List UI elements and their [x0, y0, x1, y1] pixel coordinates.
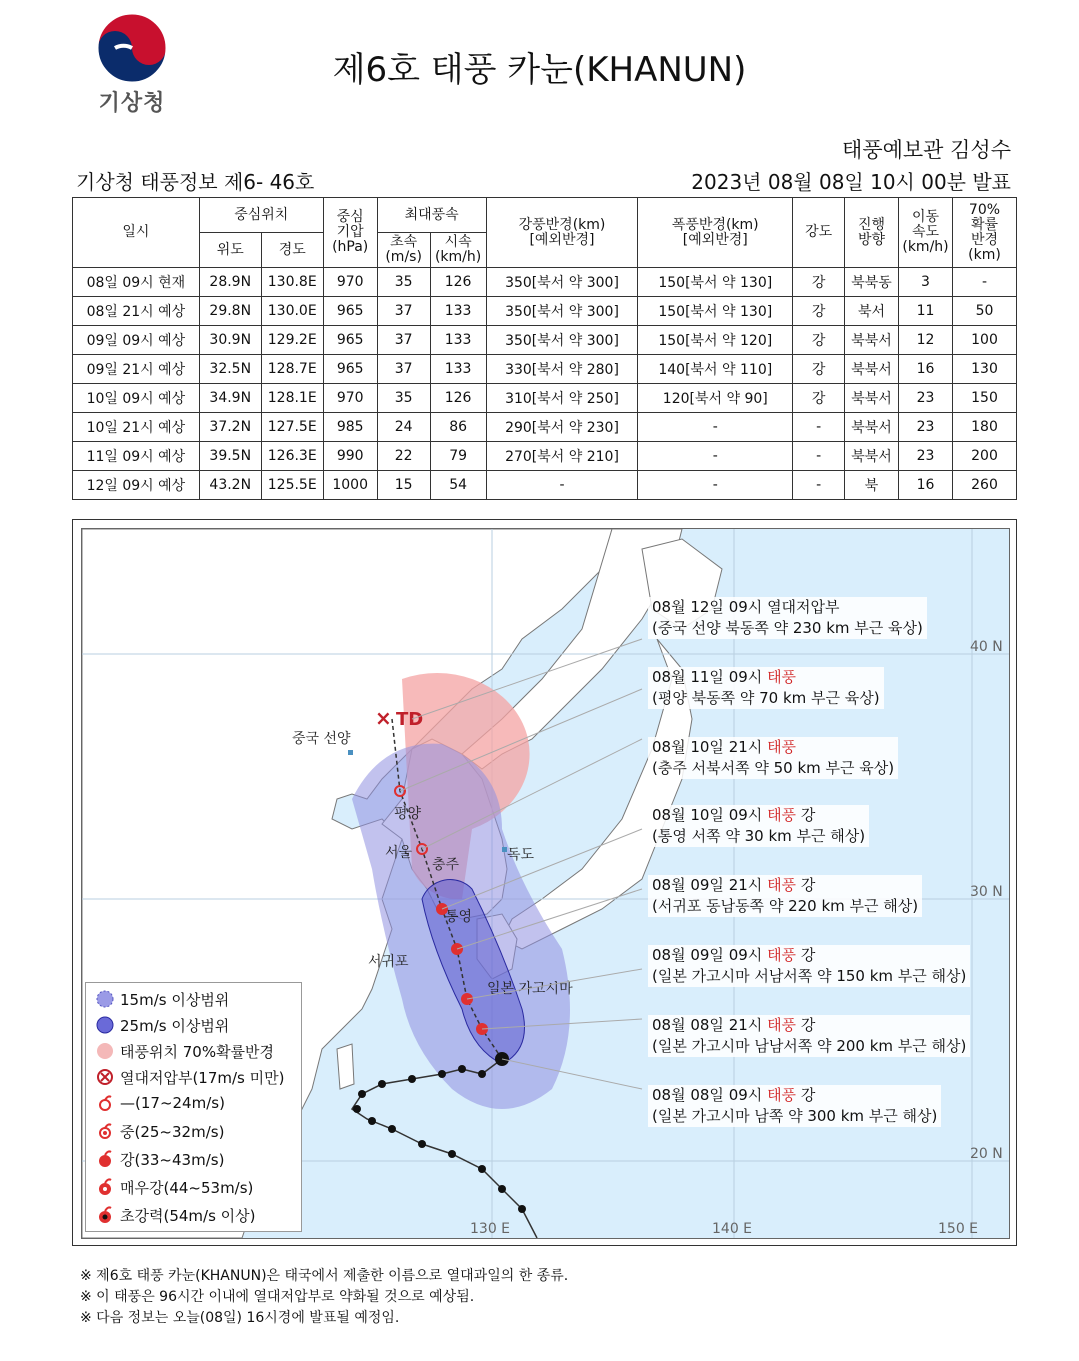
place-shenyang-marker	[348, 750, 353, 755]
lat-30-label: 30 N	[970, 884, 1003, 900]
table-cell: 1000	[323, 471, 377, 500]
track-annotation	[648, 1085, 941, 1127]
table-cell: 130	[952, 355, 1016, 384]
table-cell: 북북서	[845, 326, 899, 355]
table-cell: 133	[430, 355, 486, 384]
table-row	[73, 268, 1017, 297]
table-cell: 북	[845, 471, 899, 500]
annotation-strength: 강	[800, 876, 816, 894]
table-cell: 24	[377, 413, 430, 442]
table-cell: 985	[323, 413, 377, 442]
track-annotation	[648, 805, 869, 847]
table-cell: 54	[430, 471, 486, 500]
annotation-kind: 태풍	[767, 946, 797, 964]
table-row	[73, 413, 1017, 442]
table-cell: 북북서	[845, 384, 899, 413]
annotation-strength: 강	[800, 1016, 816, 1034]
table-cell: 북북서	[845, 355, 899, 384]
place-seogwipo: 서귀포	[368, 954, 409, 970]
table-cell: 180	[952, 413, 1016, 442]
th-center: 중심위치	[199, 198, 323, 233]
table-cell: 133	[430, 326, 486, 355]
th-intensity: 강도	[793, 198, 845, 268]
table-cell: 35	[377, 384, 430, 413]
map-legend	[85, 982, 302, 1232]
table-cell: 126	[430, 384, 486, 413]
annotation-time: 08월 10일 21시	[652, 738, 763, 756]
annotation-kind: 태풍	[767, 1016, 797, 1034]
gale-area-icon	[96, 990, 114, 1008]
annotation-desc: (통영 서쪽 약 30 km 부근 해상)	[652, 827, 866, 845]
table-cell: 965	[323, 355, 377, 384]
note-2: ※ 이 태풍은 96시간 이내에 열대저압부로 약화될 것으로 예상됨.	[80, 1289, 475, 1305]
table-cell: 강	[793, 297, 845, 326]
table-cell: 310[북서 약 250]	[486, 384, 638, 413]
place-dokdo: 독도	[507, 847, 535, 863]
table-cell: 79	[430, 442, 486, 471]
table-cell: -	[793, 471, 845, 500]
annotation-time: 08월 09일 09시	[652, 946, 763, 964]
table-cell: 30.9N	[199, 326, 261, 355]
place-tongyeong: 통영	[445, 909, 473, 925]
annotation-kind: 열대저압부	[767, 598, 840, 616]
track-annotation	[648, 597, 927, 639]
annotation-kind: 태풍	[767, 876, 797, 894]
annotation-time: 08월 08일 09시	[652, 1086, 763, 1104]
place-chungju: 충주	[432, 857, 460, 873]
th-storm-radius: 폭풍반경(km) [예외반경]	[638, 198, 793, 268]
table-row	[73, 355, 1017, 384]
table-cell: 북북서	[845, 442, 899, 471]
table-cell: 129.2E	[261, 326, 323, 355]
probability-area-icon	[96, 1042, 114, 1060]
table-cell: 09일 21시 예상	[73, 355, 200, 384]
bulletin-number: 기상청 태풍정보 제6- 46호	[76, 170, 315, 194]
table-cell: -	[952, 268, 1016, 297]
table-cell: 북서	[845, 297, 899, 326]
table-cell: 128.1E	[261, 384, 323, 413]
table-cell: 350[북서 약 300]	[486, 326, 638, 355]
place-pyongyang: 평양	[394, 806, 422, 822]
table-cell: 130.0E	[261, 297, 323, 326]
table-cell: 강	[793, 326, 845, 355]
th-lon: 경도	[261, 233, 323, 268]
table-cell: 125.5E	[261, 471, 323, 500]
annotation-strength: 강	[800, 806, 816, 824]
table-cell: 43.2N	[199, 471, 261, 500]
logo-text: 기상청	[98, 91, 166, 116]
table-cell: 08일 09시 현재	[73, 268, 200, 297]
legend-weak: —(17~24m/s)	[96, 1091, 225, 1115]
place-dokdo-marker	[502, 847, 507, 852]
table-row	[73, 384, 1017, 413]
issued-time: 2023년 08월 08일 10시 00분 발표	[691, 170, 1011, 194]
legend-strong: 강(33~43m/s)	[96, 1147, 224, 1171]
table-cell: -	[638, 471, 793, 500]
table-cell: 39.5N	[199, 442, 261, 471]
annotation-desc: (평양 북동쪽 약 70 km 부근 육상)	[652, 689, 880, 707]
table-cell: 965	[323, 326, 377, 355]
legend-super: 초강력(54m/s 이상)	[96, 1203, 256, 1227]
page-title: 제6호 태풍 카눈(KHANUN)	[332, 50, 747, 90]
table-cell: 09일 09시 예상	[73, 326, 200, 355]
typhoon-medium-icon	[96, 1122, 114, 1140]
annotation-desc: (일본 가고시마 남쪽 약 300 km 부근 해상)	[652, 1107, 938, 1125]
th-kmh: 시속 (km/h)	[430, 233, 486, 268]
legend-probability: 태풍위치 70%확률반경	[96, 1039, 274, 1063]
table-cell: 965	[323, 297, 377, 326]
track-annotation	[648, 737, 898, 779]
table-cell: 32.5N	[199, 355, 261, 384]
table-cell: 127.5E	[261, 413, 323, 442]
table-cell: -	[638, 442, 793, 471]
table-cell: 120[북서 약 90]	[638, 384, 793, 413]
table-cell: 126	[430, 268, 486, 297]
note-1: ※ 제6호 태풍 카눈(KHANUN)은 태국에서 제출한 이름으로 열대과일의 한 종류.	[80, 1268, 569, 1284]
table-cell: 290[북서 약 230]	[486, 413, 638, 442]
table-cell: 990	[323, 442, 377, 471]
annotation-time: 08월 11일 09시	[652, 668, 763, 686]
th-speed: 이동 속도 (km/h)	[899, 198, 953, 268]
table-cell: 12	[899, 326, 953, 355]
table-cell: 35	[377, 268, 430, 297]
annotation-kind: 태풍	[767, 1086, 797, 1104]
table-row	[73, 326, 1017, 355]
th-pressure: 중심 기압 (hPa)	[323, 198, 377, 268]
annotation-kind: 태풍	[767, 806, 797, 824]
table-cell: 100	[952, 326, 1016, 355]
lon-150-label: 150 E	[938, 1221, 979, 1237]
table-row	[73, 297, 1017, 326]
table-cell: 28.9N	[199, 268, 261, 297]
typhoon-super-icon	[96, 1206, 114, 1224]
table-cell: 11일 09시 예상	[73, 442, 200, 471]
table-cell: 10일 21시 예상	[73, 413, 200, 442]
annotation-desc: (일본 가고시마 서남서쪽 약 150 km 부근 해상)	[652, 967, 967, 985]
table-cell: 34.9N	[199, 384, 261, 413]
table-cell: 37	[377, 326, 430, 355]
annotation-time: 08월 08일 21시	[652, 1016, 763, 1034]
table-cell: 12일 09시 예상	[73, 471, 200, 500]
table-cell: 강	[793, 384, 845, 413]
table-cell: 350[북서 약 300]	[486, 268, 638, 297]
typhoon-very-strong-icon	[96, 1178, 114, 1196]
table-cell: 22	[377, 442, 430, 471]
table-cell: -	[793, 442, 845, 471]
legend-td: 열대저압부(17m/s 미만)	[96, 1065, 284, 1089]
table-cell: 10일 09시 예상	[73, 384, 200, 413]
table-cell: 126.3E	[261, 442, 323, 471]
table-cell: 133	[430, 297, 486, 326]
annotation-time: 08월 09일 21시	[652, 876, 763, 894]
table-cell: 260	[952, 471, 1016, 500]
table-cell: 270[북서 약 210]	[486, 442, 638, 471]
th-datetime: 일시	[73, 198, 200, 268]
th-lat: 위도	[199, 233, 261, 268]
table-cell: 16	[899, 355, 953, 384]
table-cell: 140[북서 약 110]	[638, 355, 793, 384]
typhoon-weak-icon	[96, 1094, 114, 1112]
forecaster: 태풍예보관 김성수	[842, 138, 1011, 162]
annotation-strength: 강	[800, 946, 816, 964]
annotation-strength: 강	[800, 1086, 816, 1104]
table-cell: 37.2N	[199, 413, 261, 442]
track-annotation	[648, 945, 970, 987]
table-cell: 200	[952, 442, 1016, 471]
lon-140-label: 140 E	[712, 1221, 753, 1237]
storm-area-icon	[96, 1016, 114, 1034]
lat-40-label: 40 N	[970, 639, 1003, 655]
annotation-desc: (충주 서북서쪽 약 50 km 부근 육상)	[652, 759, 895, 777]
legend-very-strong: 매우강(44~53m/s)	[96, 1175, 253, 1199]
table-cell: 37	[377, 355, 430, 384]
table-cell: 150[북서 약 130]	[638, 297, 793, 326]
legend-medium: 중(25~32m/s)	[96, 1119, 224, 1143]
annotation-time: 08월 10일 09시	[652, 806, 763, 824]
table-cell: -	[486, 471, 638, 500]
place-shenyang: 중국 선양	[292, 731, 351, 747]
table-cell: 128.7E	[261, 355, 323, 384]
legend-gale: 15m/s 이상범위	[96, 987, 229, 1011]
table-cell: 150[북서 약 120]	[638, 326, 793, 355]
td-label: TD	[396, 709, 424, 730]
th-prob-radius: 70% 확률 반경 (km)	[952, 198, 1016, 268]
table-cell: 50	[952, 297, 1016, 326]
td-icon	[96, 1068, 114, 1086]
table-cell: 북북서	[845, 413, 899, 442]
table-cell: 350[북서 약 300]	[486, 297, 638, 326]
forecast-table	[72, 197, 1017, 500]
table-cell: 08일 21시 예상	[73, 297, 200, 326]
table-row	[73, 471, 1017, 500]
typhoon-strong-icon	[96, 1150, 114, 1168]
table-cell: -	[638, 413, 793, 442]
annotation-desc: (중국 선양 북동쪽 약 230 km 부근 육상)	[652, 619, 923, 637]
table-cell: 강	[793, 268, 845, 297]
table-cell: 970	[323, 268, 377, 297]
th-direction: 진행 방향	[845, 198, 899, 268]
table-cell: 130.8E	[261, 268, 323, 297]
table-cell: 150[북서 약 130]	[638, 268, 793, 297]
table-cell: 강	[793, 355, 845, 384]
track-annotation	[648, 875, 922, 917]
track-annotation	[648, 667, 884, 709]
table-cell: 북북동	[845, 268, 899, 297]
lat-20-label: 20 N	[970, 1146, 1003, 1162]
annotation-desc: (서귀포 동남동쪽 약 220 km 부근 해상)	[652, 897, 919, 915]
table-cell: 330[북서 약 280]	[486, 355, 638, 384]
table-cell: 11	[899, 297, 953, 326]
lon-130-label: 130 E	[470, 1221, 511, 1237]
annotation-desc: (일본 가고시마 남남서쪽 약 200 km 부근 해상)	[652, 1037, 967, 1055]
legend-storm: 25m/s 이상범위	[96, 1013, 229, 1037]
table-cell: 37	[377, 297, 430, 326]
place-kagoshima: 일본 가고시마	[487, 981, 573, 997]
th-ms: 초속 (m/s)	[377, 233, 430, 268]
table-cell: -	[793, 413, 845, 442]
note-3: ※ 다음 정보는 오늘(08일) 16시경에 발표될 예정임.	[80, 1310, 400, 1326]
taiwan	[337, 1044, 354, 1089]
table-cell: 23	[899, 413, 953, 442]
table-cell: 86	[430, 413, 486, 442]
th-maxwind: 최대풍속	[377, 198, 486, 233]
annotation-time: 08월 12일 09시	[652, 598, 763, 616]
table-cell: 23	[899, 442, 953, 471]
place-seoul: 서울	[385, 845, 413, 861]
table-cell: 3	[899, 268, 953, 297]
th-gale-radius: 강풍반경(km) [예외반경]	[486, 198, 638, 268]
table-cell: 150	[952, 384, 1016, 413]
table-cell: 29.8N	[199, 297, 261, 326]
annotation-kind: 태풍	[767, 738, 797, 756]
annotation-kind: 태풍	[767, 668, 797, 686]
table-row	[73, 442, 1017, 471]
td-cross: ×	[375, 706, 392, 730]
table-cell: 23	[899, 384, 953, 413]
table-cell: 970	[323, 384, 377, 413]
table-cell: 15	[377, 471, 430, 500]
table-cell: 16	[899, 471, 953, 500]
track-annotation	[648, 1015, 970, 1057]
